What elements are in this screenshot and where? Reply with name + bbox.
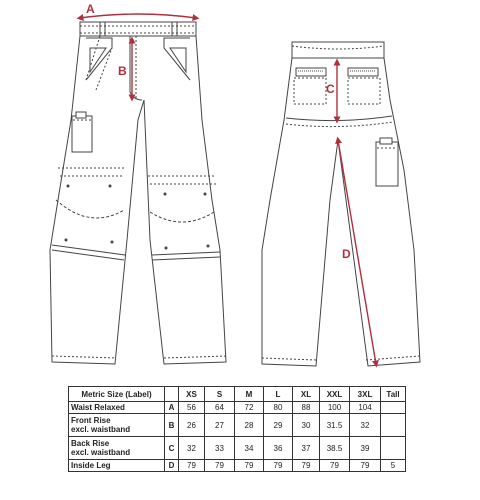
table-header-row bbox=[69, 387, 406, 402]
dimension-label-b: B bbox=[118, 64, 127, 78]
table-cell: 27 bbox=[205, 414, 235, 437]
table-cell: 37 bbox=[293, 437, 320, 460]
header-metric-size: Metric Size (Label) bbox=[69, 387, 165, 402]
back-view bbox=[262, 42, 420, 366]
table-cell: 34 bbox=[235, 437, 264, 460]
header-size-s: S bbox=[205, 387, 235, 402]
table-row bbox=[69, 414, 406, 437]
table-cell: 30 bbox=[293, 414, 320, 437]
header-size-xl: XL bbox=[293, 387, 320, 402]
table-cell: 29 bbox=[264, 414, 293, 437]
table-cell bbox=[381, 402, 406, 414]
back-trouser-outline bbox=[262, 58, 420, 366]
front-waistband bbox=[80, 22, 196, 36]
header-size-3xl: 3XL bbox=[350, 387, 381, 402]
row-label-line: Front Rise bbox=[71, 416, 111, 425]
table-row bbox=[69, 402, 406, 414]
table-cell: 79 bbox=[320, 460, 350, 472]
table-cell: 64 bbox=[205, 402, 235, 414]
table-cell: 79 bbox=[350, 460, 381, 472]
back-waistband bbox=[292, 42, 384, 58]
row-letter: B bbox=[165, 414, 179, 437]
row-letter: D bbox=[165, 460, 179, 472]
header-size-m: M bbox=[235, 387, 264, 402]
table-cell: 72 bbox=[235, 402, 264, 414]
table-cell: 79 bbox=[205, 460, 235, 472]
row-label bbox=[69, 414, 165, 437]
row-label: Waist Relaxed bbox=[69, 402, 165, 414]
table-cell bbox=[381, 437, 406, 460]
table-cell: 32 bbox=[179, 437, 205, 460]
waist-measure-line bbox=[80, 14, 196, 18]
table-cell: 26 bbox=[179, 414, 205, 437]
header-size-xs: XS bbox=[179, 387, 205, 402]
row-label-line: Back Rise bbox=[71, 439, 110, 448]
row-letter: A bbox=[165, 402, 179, 414]
header-letter bbox=[165, 387, 179, 402]
table-cell: 79 bbox=[179, 460, 205, 472]
row-letter: C bbox=[165, 437, 179, 460]
front-view bbox=[50, 22, 226, 364]
table-cell: 31.5 bbox=[320, 414, 350, 437]
table-cell: 5 bbox=[381, 460, 406, 472]
table-cell: 32 bbox=[350, 414, 381, 437]
table-row bbox=[69, 437, 406, 460]
table-cell: 28 bbox=[235, 414, 264, 437]
table-cell: 100 bbox=[320, 402, 350, 414]
row-label-line: excl. waistband bbox=[71, 425, 131, 434]
dimension-label-d: D bbox=[342, 247, 351, 261]
table-cell: 36 bbox=[264, 437, 293, 460]
header-size-xxl: XXL bbox=[320, 387, 350, 402]
table-cell: 104 bbox=[350, 402, 381, 414]
row-label-line: excl. waistband bbox=[71, 448, 131, 457]
table-cell: 56 bbox=[179, 402, 205, 414]
front-trouser-outline bbox=[50, 36, 226, 364]
table-cell: 88 bbox=[293, 402, 320, 414]
table-cell bbox=[381, 414, 406, 437]
size-chart-table bbox=[68, 386, 406, 472]
table-cell: 80 bbox=[264, 402, 293, 414]
table-cell: 79 bbox=[264, 460, 293, 472]
table-cell: 79 bbox=[293, 460, 320, 472]
header-tall: Tall bbox=[381, 387, 406, 402]
dimension-label-a: A bbox=[86, 2, 95, 16]
table-row bbox=[69, 460, 406, 472]
table-cell: 38.5 bbox=[320, 437, 350, 460]
row-label: Inside Leg bbox=[69, 460, 165, 472]
dimension-label-c: C bbox=[326, 82, 335, 96]
table-cell: 33 bbox=[205, 437, 235, 460]
row-label bbox=[69, 437, 165, 460]
table-cell: 39 bbox=[350, 437, 381, 460]
header-size-l: L bbox=[264, 387, 293, 402]
table-cell: 79 bbox=[235, 460, 264, 472]
